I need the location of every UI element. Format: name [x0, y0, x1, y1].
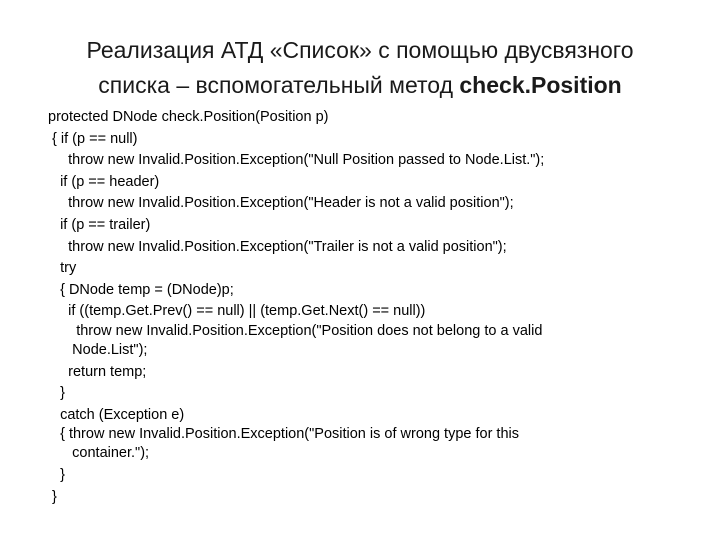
code-line: catch (Exception e): [48, 406, 185, 423]
title-line-2-text: списка – вспомогательный метод: [98, 72, 460, 98]
code-line: if ((temp.Get.Prev() == null) || (temp.Get.Next() == null)): [48, 303, 426, 320]
code-line: }: [48, 466, 65, 483]
code-block: [48, 107, 688, 508]
code-line: }: [48, 385, 65, 402]
code-line: if (p == trailer): [48, 216, 151, 233]
code-line: container.");: [48, 445, 150, 462]
code-line: protected DNode check.Position(Position p): [48, 109, 329, 125]
code-line: try: [48, 260, 77, 277]
code-line: }: [48, 488, 57, 505]
code-line: return temp;: [48, 363, 147, 380]
title-line-2: [40, 68, 680, 103]
code-line: Node.List");: [48, 341, 148, 358]
code-line: { throw new Invalid.Position.Exception("Position is of wrong type for this: [48, 426, 519, 443]
title-method-name: check.Position: [459, 72, 622, 98]
slide-title: [40, 33, 680, 103]
code-line: throw new Invalid.Position.Exception("Null Position passed to Node.List.");: [48, 152, 545, 169]
code-line: if (p == header): [48, 173, 160, 190]
code-line: { if (p == null): [48, 130, 138, 147]
code-line: throw new Invalid.Position.Exception("Trailer is not a valid position");: [48, 238, 507, 255]
title-line-1: Реализация АТД «Список» с помощью двусвязного: [86, 37, 634, 63]
code-line: throw new Invalid.Position.Exception("Position does not belong to a valid: [48, 322, 543, 339]
code-line: { DNode temp = (DNode)p;: [48, 281, 234, 298]
code-line: throw new Invalid.Position.Exception("Header is not a valid position");: [48, 195, 514, 212]
